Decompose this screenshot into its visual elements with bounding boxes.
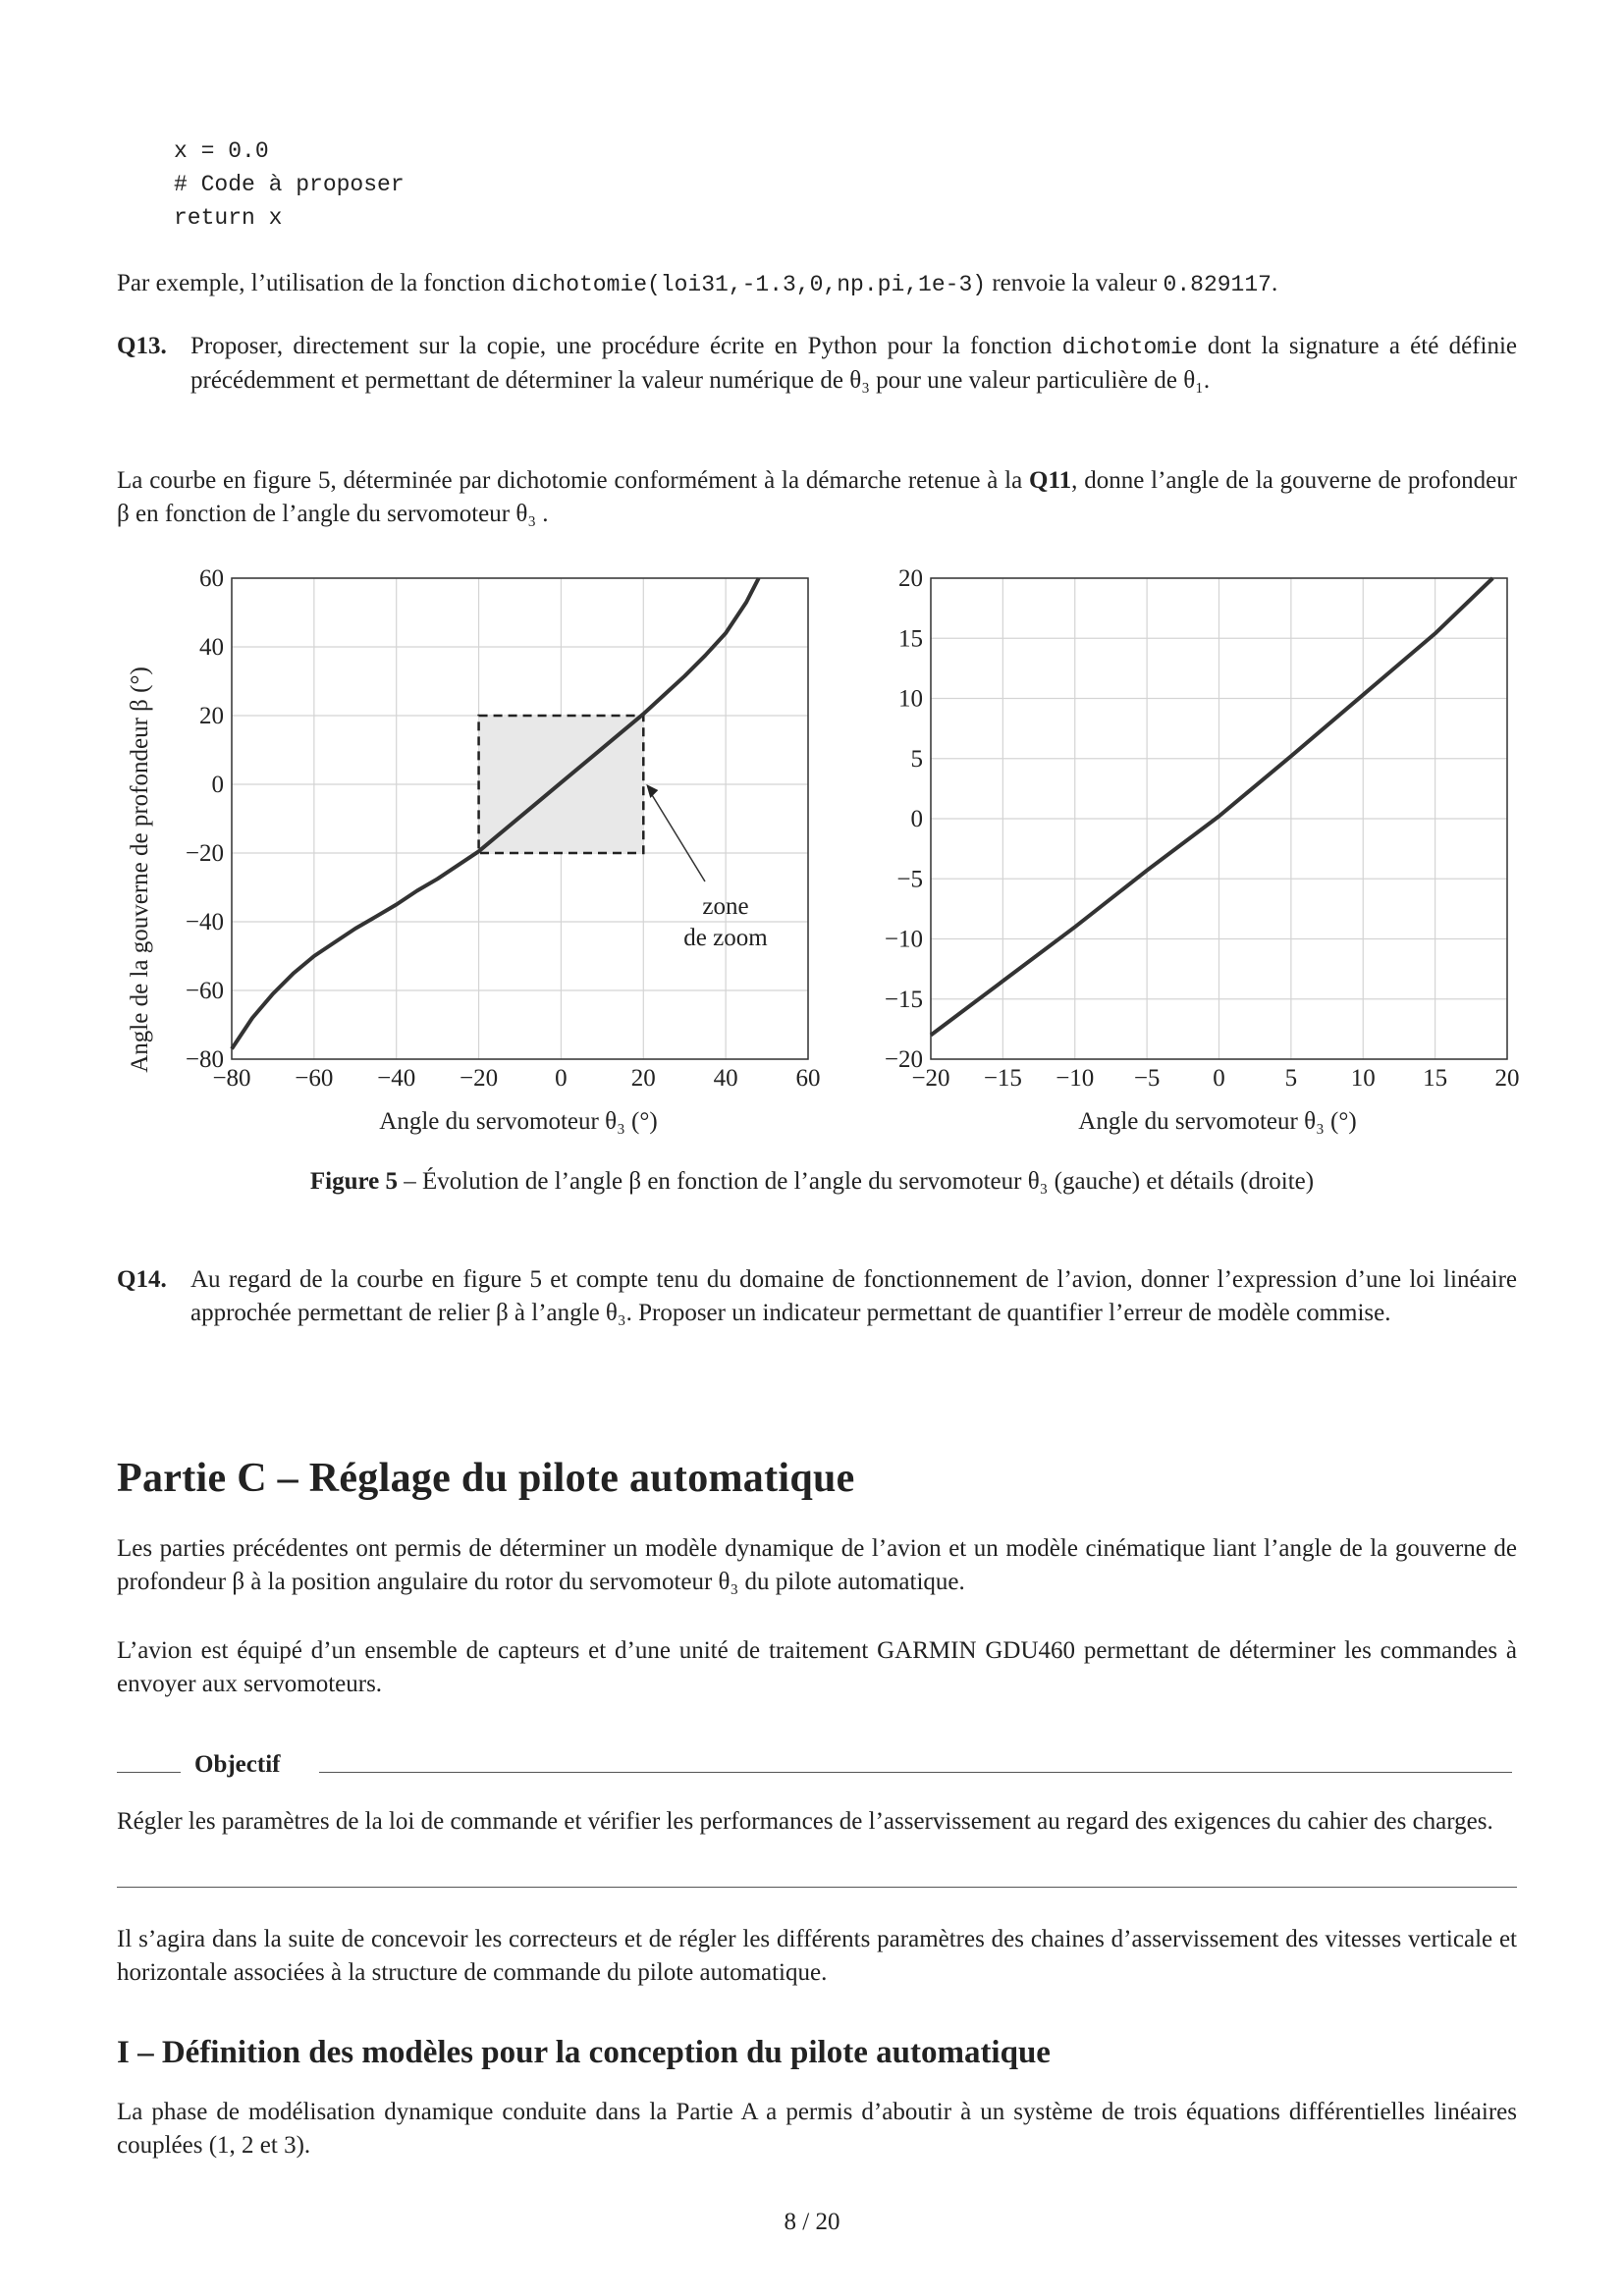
fig-intro-b: , donne l’angle de la gouverne de profondeur β en fonction de l’angle du servomoteur θ₃ . [117, 467, 1517, 527]
chart-left-annotation-arrow [650, 792, 705, 881]
chart-left-annotation-line2: de zoom [683, 925, 768, 951]
chart-left-xtick-label: −80 [212, 1065, 251, 1092]
example-paragraph [117, 267, 1517, 301]
chart-right-ytick-label: 20 [898, 565, 923, 592]
objectif-rule-bottom [117, 1887, 1517, 1888]
question-13-text [190, 330, 1517, 398]
paragraph-3: Il s’agira dans la suite de concevoir les correcteurs et de régler les différents paramètres des chaines d’asservissement des vitesses verticale et horizontale associées à la structure de commande du pilote automatique. [117, 1926, 1517, 1986]
question-13 [117, 330, 1517, 398]
question-14-label: Q14. [117, 1266, 167, 1293]
chart-right-xtick-label: 5 [1284, 1065, 1298, 1092]
code-line-1: x = 0.0 [174, 138, 269, 164]
chart-right-xtick-label: −10 [1056, 1065, 1095, 1092]
chart-right-xtick-label: 10 [1350, 1065, 1376, 1092]
q13-func: dichotomie [1061, 335, 1198, 360]
figure-caption-text: – Évolution de l’angle β en fonction de l’angle du servomoteur θ₃ (gauche) et détails (droite) [398, 1168, 1315, 1195]
chart-left-xtick-label: 40 [713, 1065, 738, 1092]
chart-left-ytick-label: −40 [185, 909, 224, 935]
chart-left-xtick-label: 60 [795, 1065, 821, 1092]
chart-right-ytick-label: 10 [898, 685, 923, 713]
q13-text-a: Proposer, directement sur la copie, une procédure écrite en Python pour la fonction [190, 333, 1062, 359]
chart-left [186, 565, 821, 1092]
figure-5 [0, 550, 1624, 1158]
example-middle: renvoie la valeur [986, 270, 1164, 296]
example-prefix: Par exemple, l’utilisation de la fonction [117, 270, 512, 296]
partC-title: Partie C – Réglage du pilote automatique [117, 1456, 855, 1501]
question-14 [117, 1263, 1517, 1330]
chart-left-ytick-label: 0 [211, 772, 224, 798]
chart-right-xtick-label: 0 [1213, 1065, 1225, 1092]
chart-right-xtick-label: 20 [1494, 1065, 1520, 1092]
chart-right-ytick-label: 15 [898, 625, 923, 653]
chart-left-ytick-label: −60 [185, 978, 224, 1004]
figure-label: Figure 5 [309, 1168, 398, 1195]
chart-right-ytick-label: 0 [910, 806, 923, 832]
objectif-rule-left [117, 1772, 181, 1773]
chart-left-xtick-label: −20 [460, 1065, 499, 1092]
chart-right-xlabel: Angle du servomoteur θ₃ (°) [1078, 1108, 1357, 1135]
chart-left-xlabel: Angle du servomoteur θ₃ (°) [379, 1108, 658, 1135]
objectif-title: Objectif [194, 1751, 281, 1778]
example-value: 0.829117 [1163, 272, 1272, 297]
objectif-rule-right [319, 1772, 1512, 1773]
partC-paragraph-1: Les parties précédentes ont permis de déterminer un modèle dynamique de l’avion et un modèle cinématique liant l’angle de la gouverne de profondeur β à la position angulaire du rotor du servomoteur θ₃ du pilote automatique. [117, 1535, 1517, 1595]
section-1-text: La phase de modélisation dynamique conduite dans la Partie A a permis d’aboutir à un système de trois équations différentielles linéaires couplées (1, 2 et 3). [117, 2099, 1517, 2159]
chart-left-xtick-label: −60 [295, 1065, 334, 1092]
chart-left-ytick-label: −80 [185, 1046, 224, 1073]
figure-caption [0, 1168, 1624, 1196]
chart-right-ytick-label: 5 [910, 745, 923, 773]
question-13-label: Q13. [117, 333, 167, 359]
fig-intro-ref: Q11 [1029, 467, 1072, 494]
chart-left-ytick-label: −20 [185, 840, 224, 867]
example-call: dichotomie(loi31,-1.3,0,np.pi,1e-3) [511, 272, 987, 297]
chart-left-xtick-label: 0 [555, 1065, 568, 1092]
objectif-text: Régler les paramètres de la loi de commande et vérifier les performances de l’asservissement au regard des exigences du cahier des charges. [117, 1808, 1493, 1835]
chart-right-xtick-label: −20 [911, 1065, 950, 1092]
chart-left-xtick-label: −40 [377, 1065, 416, 1092]
q13-text-b: dont la signature a été définie précédemment et permettant de déterminer la valeur numérique de θ₃ pour une valeur particulière de θ₁. [190, 333, 1517, 394]
chart-left-annotation-line1: zone [702, 893, 749, 920]
chart-left-ylabel: Angle de la gouverne de profondeur β (°) [127, 667, 153, 1073]
chart-left-ytick-label: 40 [199, 634, 224, 661]
chart-right-ytick-label: −15 [884, 986, 923, 1013]
chart-left-annotation-arrowhead [646, 784, 658, 798]
chart-right [885, 565, 1520, 1092]
example-suffix: . [1271, 270, 1278, 296]
chart-left-ytick-label: 60 [199, 565, 224, 592]
chart-right-xtick-label: 15 [1423, 1065, 1448, 1092]
page-number: 8 / 20 [784, 2209, 840, 2235]
chart-right-ytick-label: −10 [884, 926, 923, 953]
chart-left-ytick-label: 20 [199, 703, 224, 729]
chart-right-ytick-label: −20 [884, 1046, 923, 1073]
question-14-text: Au regard de la courbe en figure 5 et compte tenu du domaine de fonctionnement de l’avion, donner l’expression d’une loi linéaire approchée permettant de relier β à l’angle θ₃. Proposer un indicateur permettant de quantifier l’erreur de modèle commise. [190, 1266, 1517, 1326]
fig-intro-a: La courbe en figure 5, déterminée par dichotomie conformément à la démarche retenue à la [117, 467, 1030, 494]
code-line-2: # Code à proposer [174, 172, 405, 197]
partC-paragraph-2: L’avion est équipé d’un ensemble de capteurs et d’une unité de traitement GARMIN GDU460 permettant de déterminer les commandes à envoyer aux servomoteurs. [117, 1637, 1517, 1697]
chart-right-xtick-label: −5 [1133, 1065, 1161, 1092]
chart-left-xtick-label: 20 [630, 1065, 656, 1092]
section-1-title: I – Définition des modèles pour la conception du pilote automatique [117, 2035, 1051, 2070]
chart-right-ytick-label: −5 [896, 866, 923, 893]
figure-intro-paragraph [117, 464, 1517, 531]
chart-right-series-line [931, 578, 1492, 1036]
chart-right-xtick-label: −15 [983, 1065, 1022, 1092]
code-line-3: return x [174, 205, 283, 231]
